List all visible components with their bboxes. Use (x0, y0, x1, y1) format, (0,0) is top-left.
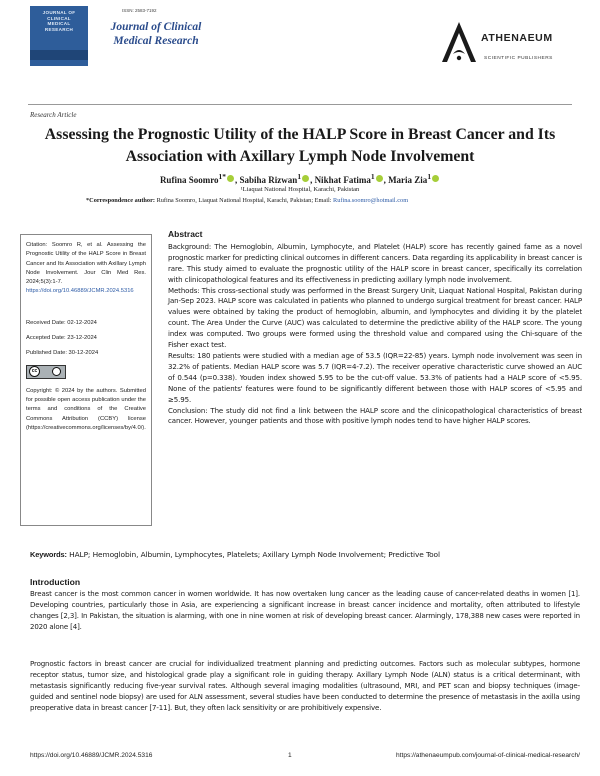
page-number: 1 (288, 752, 292, 759)
author-name: Rufina Soomro (159, 175, 219, 185)
journal-cover-image (30, 6, 88, 66)
author-sup: 1* (218, 172, 227, 181)
correspondence (86, 197, 408, 204)
orcid-icon[interactable] (227, 175, 234, 182)
cover-band (30, 50, 88, 60)
publisher-name: ATHENAEUM (481, 32, 553, 44)
author-sup: 1 (427, 172, 432, 181)
abstract-conclusion: Conclusion: The study did not find a link between the HALP score and the clinicopathological characteristics of breast cancer. However, younger patients and those with positive lymph nodes tend to have higher HALP scores. (168, 405, 582, 426)
cover-line: CLINICAL (47, 15, 71, 21)
author-name: Sabiha Rizwan (239, 175, 298, 185)
keywords-text: HALP; Hemoglobin, Albumin, Lymphocytes, Platelets; Axillary Lymph Node Involvement; Predictive Tool (66, 550, 440, 559)
author-name: Maria Zia (388, 175, 428, 185)
journal-issn: ISSN: 2583-7192 (122, 8, 157, 13)
date-block (26, 319, 146, 359)
abstract-methods: Methods: This cross-sectional study was performed in the Breast Surgery Unit, Liaquat National Hospital, Pakistan during Jan-Sep 2023. HALP score was calculated in patients who planned to undergo surgical treatment for breast cancer. HALP values were obtained by taking the product of hemoglobin, albumin, and lymphocytes and dividing it by the platelet count. The Area Under the Curve (AUC) was calculated to determine the predictive ability of the HALP score. The young index was computed. Two groups were formed using the threshold value and compared using the Chi-square of the Fisher exact test. (168, 285, 582, 350)
orcid-icon[interactable] (302, 175, 309, 182)
creative-commons-badge[interactable] (26, 365, 66, 379)
author-sup: 1 (297, 172, 302, 181)
cc-icon: cc (29, 366, 40, 377)
footer-journal-url-link[interactable]: https://athenaeumpub.com/journal-of-clinical-medical-research/ (396, 752, 580, 759)
citation-body: Citation: Soomro R, et al. Assessing the Prognostic Utility of the HALP Score in Breast Cancer and Its Association with Axillary Lymph Node Involvement. Jour Clin Med Res. 2024;5(3):1-7. (26, 242, 146, 286)
orcid-icon[interactable] (376, 175, 383, 182)
introduction-paragraph: Prognostic factors in breast cancer are crucial for individualized treatment planning and predicting outcomes. Factors such as molecular subtypes, hormone receptor status, tumor size, and histological grade play a significant role in guiding therapy. Axillary Lymph Node (ALN) status is a critical determinant, with metastasis significantly reducing five-year survival rates. Although several imaging modalities (ultrasound, MRI, and PET scan and biopsy techniques (image-guided and sentinel node biopsy) are used for ALN assessment, several studies have been conducted to determine the presence of metastasis in the axilla using preoperative data in breast cancer [7-11]. But, they often lack sensitivity or are prohibitively expensive. (30, 659, 580, 712)
correspondence-text: Rufina Soomro, Liaquat National Hospital, Karachi, Pakistan; Email: (156, 197, 332, 204)
publisher-subtitle: SCIENTIFIC PUBLISHERS (484, 56, 553, 61)
orcid-icon[interactable] (432, 175, 439, 182)
article-type: Research Article (30, 111, 77, 119)
correspondence-email-link[interactable]: Rufina.soomro@hotmail.com (333, 197, 409, 204)
cover-line: JOURNAL OF (42, 10, 76, 15)
author-name: Nikhat Fatima (314, 175, 371, 185)
correspondence-label: *Correspondence author: (86, 197, 155, 204)
accepted-date: Accepted Date: 23-12-2024 (26, 335, 97, 342)
citation-text (26, 241, 146, 297)
keywords-label: Keywords: (30, 550, 67, 559)
received-date: Received Date: 02-12-2024 (26, 319, 97, 326)
affiliation: ¹Liaquat National Hospital, Karachi, Pakistan (240, 186, 360, 193)
by-attribution-icon (52, 367, 61, 376)
cover-line: RESEARCH (44, 26, 74, 32)
keywords (30, 550, 440, 559)
abstract-results: Results: 180 patients were studied with a median age of 53.5 (IQR=22-85) years. Lymph node involvement was seen in 32.2% of patients. Median HALP score was 5.7 (IQR=4-7.2). The receiver operative characteristic curve showed an AUC of 0.544 (p=0.338). Youden index showed 5.95 to be the cut-off value. 53.3% of patients had a HALP score of <5.95. None of the patients' features were found to be significantly different between those with HALP scores of <5.95 and ≥5.95. (168, 350, 582, 404)
cover-line: MEDICAL (47, 21, 71, 27)
copyright-text: Copyright: © 2024 by the authors. Submitted for possible open access publication under the terms and conditions of the Creative Commons Attribution (CCBY) license (https://creativecommons.org/licenses/by/4.0/). (26, 387, 146, 431)
author-sup: 1 (370, 172, 375, 181)
header-divider (28, 104, 572, 105)
article-title: Assessing the Prognostic Utility of the HALP Score in Breast Cancer and Its Association with Axillary Lymph Node Involvement (44, 126, 556, 165)
published-date: Published Date: 30-12-2024 (26, 350, 99, 357)
citation-doi-link[interactable]: https://doi.org/10.46889/JCMR.2024.5316 (26, 288, 134, 295)
abstract-section (168, 229, 582, 427)
abstract-heading: Abstract (168, 229, 203, 239)
journal-name: Journal of Clinical Medical Research (110, 21, 202, 47)
abstract-background: Background: The Hemoglobin, Albumin, Lymphocyte, and Platelet (HALP) score has recently gained fame as a novel prognostic marker for predicting clinical outcomes in different cancers. Data regarding its applicability in breast cancer is rare. This study aimed to evaluate the prognostic utility of the HALP score in breast cancer, specifically its correlation with clinicopathological features and its effectiveness in predicting axillary lymph node involvement. (168, 241, 582, 284)
introduction-heading: Introduction (30, 577, 81, 587)
footer-doi-link[interactable]: https://doi.org/10.46889/JCMR.2024.5316 (30, 752, 153, 759)
author-list: Rufina Soomro$^{1*}$ , Sabiha Rizwan$^1$ , Nikhat Fatima$^1$ , Maria Zia$^1$ (0, 172, 600, 185)
introduction-paragraph: Breast cancer is the most common cancer in women worldwide. It has now overtaken lung cancer as the leading cause of cancer-related deaths in women [1]. Developing countries, particularly those in Asia, are experiencing a significant increase in breast cancer incidence and mortality, often attributed to lifestyle changes [2,3]. In Pakistan, the situation is alarming, with one in nine women at risk of developing breast cancer. Alarmingly, 178,388 new cases were reported in 2020 alone [4]. (30, 589, 580, 631)
article-info-sidebar (20, 234, 152, 526)
athenaeum-logo-icon (440, 20, 478, 64)
